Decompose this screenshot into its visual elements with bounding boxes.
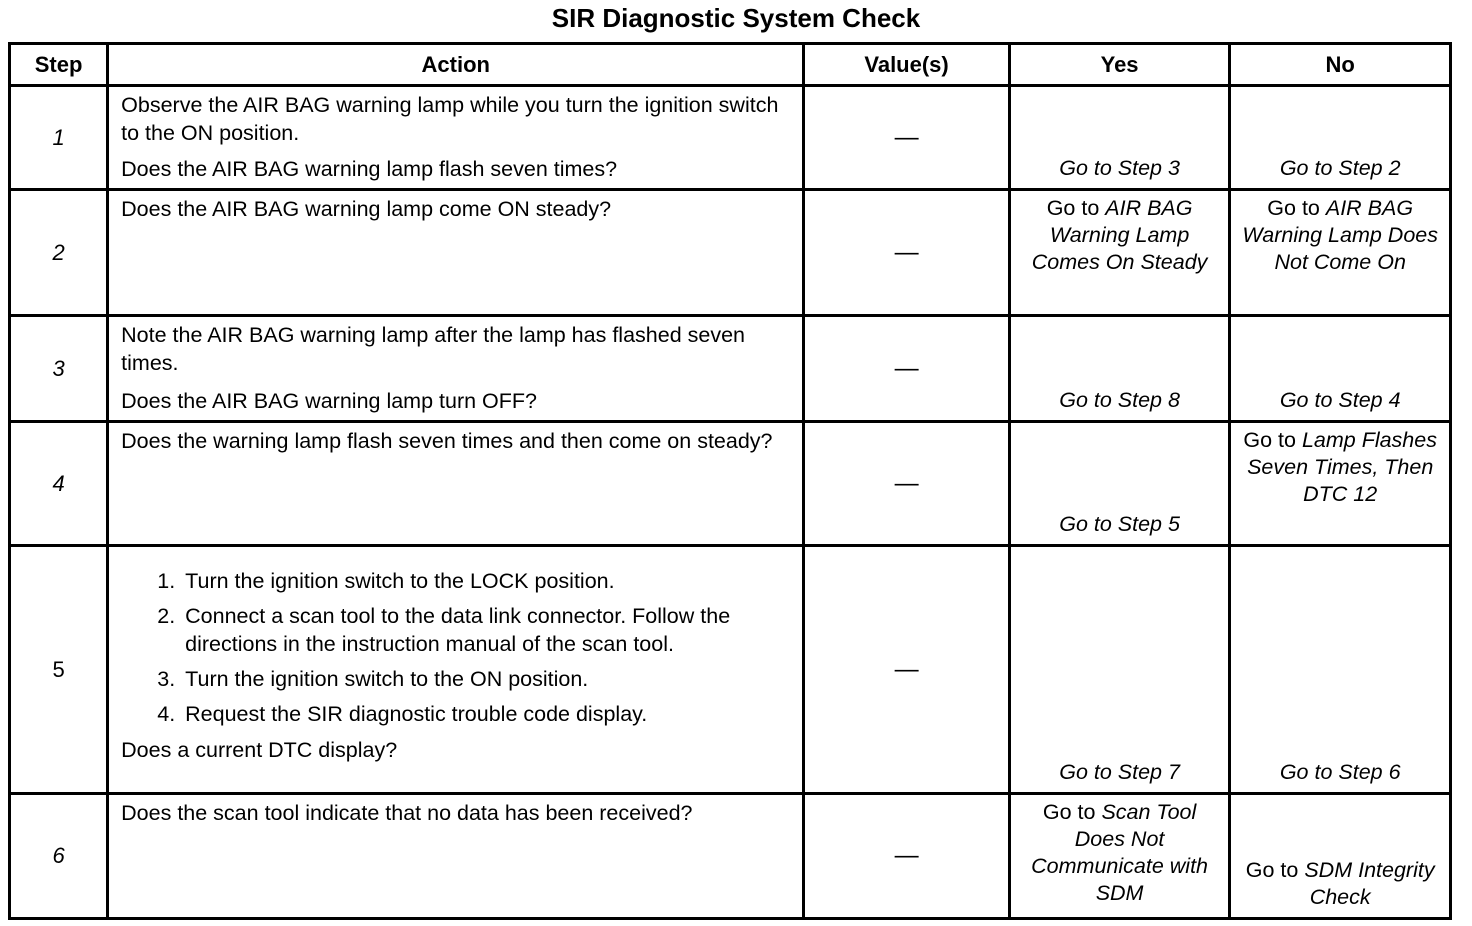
table-row-step-3 — [10, 316, 1451, 422]
goto-target: SDM Integrity Check — [1304, 858, 1435, 909]
header-step: Step — [10, 44, 108, 86]
action-cell — [108, 794, 804, 919]
step-number: 1 — [10, 86, 108, 190]
action-cell — [108, 546, 804, 794]
action-cell — [108, 422, 804, 546]
value-cell: — — [804, 316, 1009, 422]
table-row-step-1 — [10, 86, 1451, 190]
goto-target: Scan Tool Does Not Communicate with SDM — [1031, 800, 1208, 905]
goto-prefix: Go to — [1245, 858, 1305, 882]
list-item: 4. Request the SIR diagnostic trouble code display. — [181, 700, 792, 728]
list-item: 3. Turn the ignition switch to the ON position. — [181, 665, 792, 693]
goto-target: AIR BAG Warning Lamp Does Not Come On — [1242, 196, 1438, 274]
goto-prefix: Go to — [1046, 196, 1106, 220]
action-text: Observe the AIR BAG warning lamp while you turn the ignition switch to the ON position. — [121, 93, 779, 145]
no-cell — [1230, 794, 1451, 919]
table-row-step-2 — [10, 190, 1451, 316]
value-cell: — — [804, 190, 1009, 316]
no-cell: Go to Step 4 — [1230, 316, 1451, 422]
value-cell: — — [804, 422, 1009, 546]
action-cell — [108, 86, 804, 190]
action-question: Does the AIR BAG warning lamp flash seven times? — [121, 157, 618, 181]
action-text: Note the AIR BAG warning lamp after the lamp has flashed seven times. — [121, 323, 745, 375]
goto-target: Lamp Flashes Seven Times, Then DTC 12 — [1247, 428, 1437, 506]
yes-cell: Go to Step 8 — [1009, 316, 1230, 422]
value-cell: — — [804, 86, 1009, 190]
table-row-step-5 — [10, 546, 1451, 794]
action-question: Does the AIR BAG warning lamp come ON steady? — [121, 197, 612, 221]
step-number: 4 — [10, 422, 108, 546]
header-row — [10, 44, 1451, 86]
action-question: Does the scan tool indicate that no data has been received? — [121, 801, 693, 825]
table-row-step-6 — [10, 794, 1451, 919]
header-action: Action — [108, 44, 804, 86]
no-cell: Go to Step 6 — [1230, 546, 1451, 794]
step-number: 2 — [10, 190, 108, 316]
table-row-step-4 — [10, 422, 1451, 546]
diagnostic-table — [8, 42, 1452, 920]
action-question: Does a current DTC display? — [121, 738, 398, 762]
no-cell — [1230, 422, 1451, 546]
yes-cell — [1009, 190, 1230, 316]
goto-prefix: Go to — [1267, 196, 1326, 220]
value-cell: — — [804, 794, 1009, 919]
no-cell — [1230, 190, 1451, 316]
list-item: 2. Connect a scan tool to the data link connector. Follow the directions in the instruction manual of the scan tool. — [181, 602, 792, 658]
action-question: Does the AIR BAG warning lamp turn OFF? — [121, 389, 537, 413]
no-cell: Go to Step 2 — [1230, 86, 1451, 190]
yes-cell: Go to Step 5 — [1009, 422, 1230, 546]
list-item: 1. Turn the ignition switch to the LOCK position. — [181, 567, 792, 595]
header-yes: Yes — [1009, 44, 1230, 86]
yes-cell: Go to Step 3 — [1009, 86, 1230, 190]
page-title: SIR Diagnostic System Check — [551, 3, 921, 33]
step-number: 3 — [10, 316, 108, 422]
header-no: No — [1230, 44, 1451, 86]
step-number: 5 — [10, 546, 108, 794]
action-cell — [108, 190, 804, 316]
yes-cell — [1009, 794, 1230, 919]
goto-prefix: Go to — [1042, 800, 1102, 824]
step-number: 6 — [10, 794, 108, 919]
goto-target: AIR BAG Warning Lamp Comes On Steady — [1031, 196, 1208, 274]
value-cell: — — [804, 546, 1009, 794]
yes-cell: Go to Step 7 — [1009, 546, 1230, 794]
header-value: Value(s) — [804, 44, 1009, 86]
procedure-list — [121, 567, 792, 728]
action-question: Does the warning lamp flash seven times and then come on steady? — [121, 429, 773, 453]
action-cell — [108, 316, 804, 422]
goto-prefix: Go to — [1243, 428, 1302, 452]
